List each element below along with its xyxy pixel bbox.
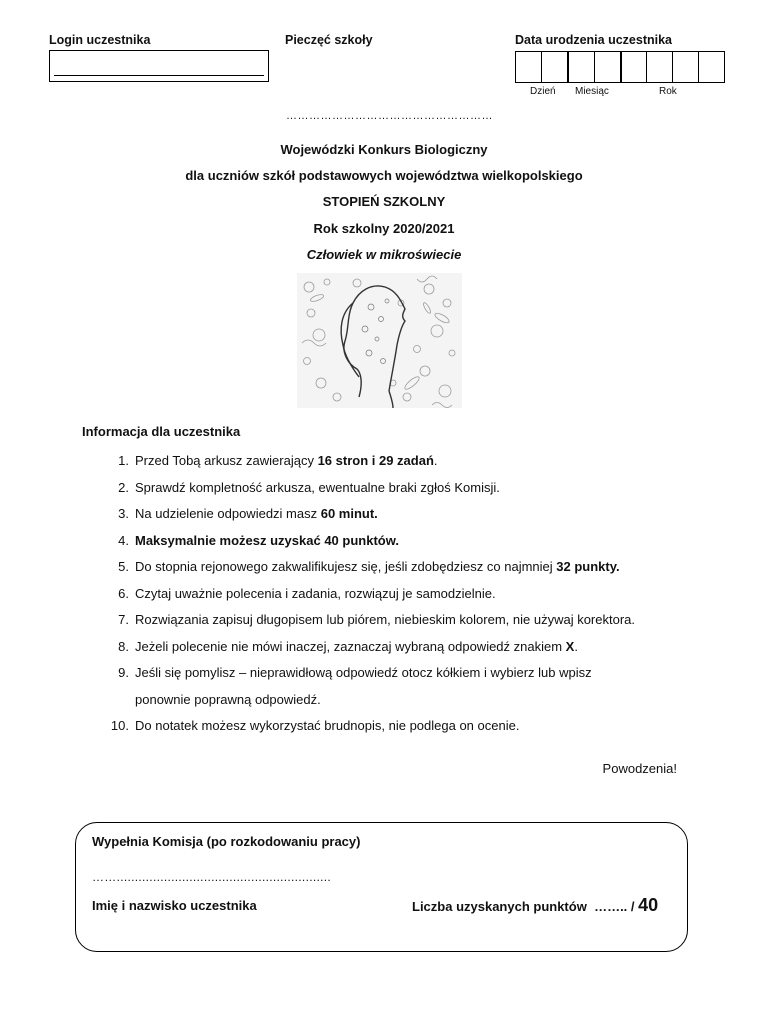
- points-max: 40: [638, 895, 659, 915]
- login-label: Login uczestnika: [49, 33, 151, 47]
- item-text: Rozwiązania zapisuj długopisem lub piórem, niebieskim kolorem, nie używaj korektora.: [135, 612, 636, 627]
- list-item: [105, 528, 678, 555]
- item-text: Sprawdź kompletność arkusza, ewentualne braki zgłoś Komisji.: [135, 479, 500, 495]
- item-bold: Maksymalnie możesz uzyskać 40 punktów.: [135, 532, 399, 548]
- participant-name-label: Imię i nazwisko uczestnika: [92, 898, 257, 913]
- stamp-dots: ………………………………………………: [286, 110, 493, 122]
- school-stamp-label: Pieczęć szkoły: [285, 33, 373, 47]
- contest-subtitle: Człowiek w mikroświecie: [306, 247, 462, 262]
- month-label: Miesiąc: [575, 86, 609, 97]
- item-text: Jeżeli polecenie nie mówi inaczej, zaznaczaj wybraną odpowiedź znakiem: [135, 638, 566, 654]
- birthdate-cell[interactable]: [569, 52, 595, 82]
- item-bold: 60 minut.: [320, 506, 378, 521]
- good-luck-text: Powodzenia!: [602, 761, 677, 776]
- contest-audience: dla uczniów szkół podstawowych województwa wielkopolskiego: [185, 168, 583, 183]
- list-item: [105, 634, 678, 661]
- school-year: Rok szkolny 2020/2021: [313, 221, 455, 236]
- item-text: Na udzielenie odpowiedzi masz: [135, 506, 321, 521]
- birthdate-cell[interactable]: [595, 52, 622, 82]
- item-text: Czytaj uważnie polecenia i zadania, rozwiązuj je samodzielnie.: [135, 585, 496, 601]
- item-bold: X: [565, 638, 575, 654]
- name-dots-field[interactable]: ……...........................................................: [92, 870, 332, 884]
- list-item: [105, 660, 678, 687]
- points-dots-field[interactable]: ……..: [594, 899, 628, 914]
- year-label: Rok: [659, 86, 677, 97]
- list-item: [105, 475, 678, 502]
- item-number: 5.: [118, 559, 129, 574]
- item-number: 6.: [118, 585, 129, 601]
- microworld-illustration: [297, 273, 462, 408]
- commission-title: Wypełnia Komisja (po rozkodowaniu pracy): [92, 834, 361, 849]
- item-number: 3.: [118, 506, 129, 521]
- birthdate-label: Data urodzenia uczestnika: [515, 33, 672, 47]
- item-number: 2.: [118, 479, 129, 495]
- list-item: [105, 607, 678, 634]
- birthdate-cell[interactable]: [622, 52, 648, 82]
- birthdate-cell[interactable]: [699, 52, 724, 82]
- birthdate-cell[interactable]: [516, 52, 542, 82]
- item-text-end: .: [574, 638, 578, 654]
- birthdate-cell[interactable]: [647, 52, 673, 82]
- item-number: 9.: [118, 665, 129, 680]
- item-bold: 32 punkty.: [556, 559, 620, 574]
- points-slash: /: [630, 899, 635, 914]
- item-text: ponownie poprawną odpowiedź.: [135, 691, 321, 707]
- info-list: [105, 448, 678, 740]
- list-item-continuation: [105, 687, 678, 714]
- item-number: 4.: [118, 532, 129, 548]
- item-text: Jeśli się pomylisz – nieprawidłową odpowiedź otocz kółkiem i wybierz lub wpisz: [135, 665, 592, 680]
- item-bold: 16 stron i 29 zadań: [317, 453, 434, 468]
- birthdate-cell[interactable]: [542, 52, 569, 82]
- item-number: 7.: [118, 612, 129, 627]
- list-item: [105, 448, 678, 475]
- item-text: Do stopnia rejonowego zakwalifikujesz się, jeśli zdobędziesz co najmniej: [135, 559, 557, 574]
- birthdate-cell[interactable]: [673, 52, 699, 82]
- points-label: Liczba uzyskanych punktów: [412, 899, 587, 914]
- item-text: Do notatek możesz wykorzystać brudnopis, nie podlega on ocenie.: [135, 718, 520, 733]
- item-text-end: .: [433, 453, 438, 468]
- item-number: 1.: [118, 453, 129, 468]
- list-item: [105, 713, 678, 740]
- contest-stage: STOPIEŃ SZKOLNY: [322, 194, 446, 209]
- item-text: Przed Tobą arkusz zawierający: [135, 453, 318, 468]
- contest-title: Wojewódzki Konkurs Biologiczny: [280, 142, 488, 157]
- list-item: [105, 501, 678, 528]
- list-item: [105, 554, 678, 581]
- item-number: 10.: [110, 718, 129, 733]
- info-heading: Informacja dla uczestnika: [82, 424, 241, 439]
- item-number: 8.: [118, 638, 129, 654]
- list-item: [105, 581, 678, 608]
- points-row: [412, 895, 658, 916]
- birthdate-field[interactable]: [515, 51, 725, 83]
- day-label: Dzień: [530, 86, 556, 97]
- login-field[interactable]: [49, 50, 269, 82]
